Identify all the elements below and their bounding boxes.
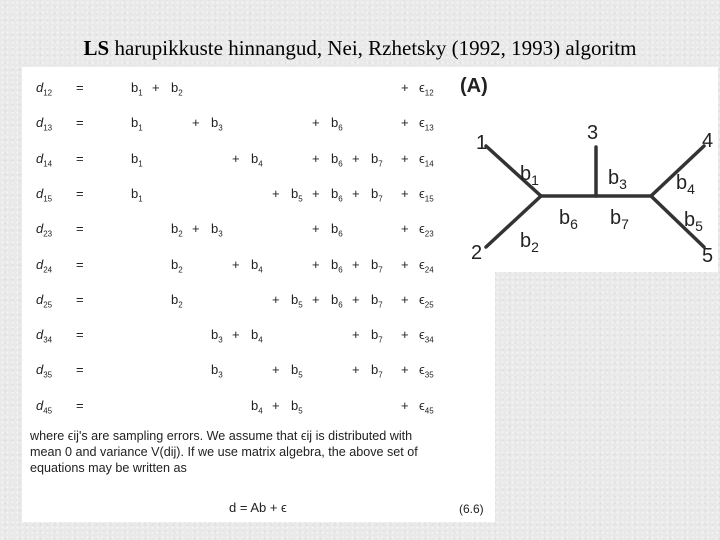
plus-sign: + xyxy=(401,221,409,237)
equals-sign: = xyxy=(76,291,84,307)
plus-sign: + xyxy=(352,150,360,166)
leaf-label-5: 5 xyxy=(702,245,714,267)
leaf-label-2: 2 xyxy=(471,242,483,264)
branch-term-b1: $b_1$ xyxy=(131,80,143,98)
equals-sign: = xyxy=(76,115,84,131)
branch-label-b3: $b_3$ xyxy=(608,167,627,192)
plus-sign: + xyxy=(232,150,240,166)
branch-term-b5: $b_5$ xyxy=(291,291,303,310)
branch-term-b4: $b_4$ xyxy=(251,327,263,345)
equation-number: (6.6) xyxy=(459,502,484,516)
branch-term-b4: $b_4$ xyxy=(251,256,263,275)
branch-term-b4: $b_4$ xyxy=(251,150,263,169)
equation-row xyxy=(36,398,446,420)
branch-term-b1: $b_1$ xyxy=(131,150,143,169)
leaf-label-1: 1 xyxy=(476,132,488,154)
branch-label-b4: $b_4$ xyxy=(676,172,695,197)
panel-label: (A) xyxy=(460,75,488,97)
branch-term-b2: $b_2$ xyxy=(171,221,183,239)
equation-row xyxy=(36,186,446,208)
explanation-line-1: where ϵij's are sampling errors. We assume that ϵij is distributed with xyxy=(30,429,413,443)
branch-term-b3: $b_3$ xyxy=(211,115,223,133)
error-term: $\epsilon_{24}$ xyxy=(419,256,434,275)
equation-lhs: $d_{14}$ xyxy=(36,150,53,169)
equation-row xyxy=(36,80,446,102)
branch-term-b7: $b_7$ xyxy=(371,362,383,380)
plus-sign: + xyxy=(272,362,280,378)
branch-term-b7: $b_7$ xyxy=(371,327,383,345)
equation-lhs: $d_{45}$ xyxy=(36,397,53,416)
branch-term-b1: $b_1$ xyxy=(131,115,143,133)
equation-row xyxy=(36,362,446,384)
plus-sign: + xyxy=(401,327,409,343)
equation-lhs: $d_{23}$ xyxy=(36,221,53,239)
plus-sign: + xyxy=(401,256,409,272)
branch-label-b7: $b_7$ xyxy=(610,207,629,232)
slide-title xyxy=(0,36,720,61)
equation-row xyxy=(36,292,446,314)
plus-sign: + xyxy=(192,115,200,131)
plus-sign: + xyxy=(401,291,409,307)
branch-term-b4: $b_4$ xyxy=(251,397,263,416)
plus-sign: + xyxy=(312,150,320,166)
branch-term-b1: $b_1$ xyxy=(131,185,143,204)
leaf-label-4: 4 xyxy=(702,130,714,152)
plus-sign: + xyxy=(352,327,360,343)
leaf-label-3: 3 xyxy=(587,122,599,144)
matrix-equation: d = Ab + ϵ xyxy=(229,500,287,515)
error-term: $\epsilon_{35}$ xyxy=(419,362,434,380)
equation-row xyxy=(36,115,446,137)
branch-term-b7: $b_7$ xyxy=(371,291,383,310)
equation-lhs: $d_{34}$ xyxy=(36,327,53,345)
plus-sign: + xyxy=(352,291,360,307)
plus-sign: + xyxy=(272,291,280,307)
error-term: $\epsilon_{34}$ xyxy=(419,327,434,345)
equals-sign: = xyxy=(76,221,84,237)
plus-sign: + xyxy=(401,115,409,131)
branch-term-b5: $b_5$ xyxy=(291,397,303,416)
equals-sign: = xyxy=(76,327,84,343)
plus-sign: + xyxy=(312,256,320,272)
equals-sign: = xyxy=(76,80,84,95)
branch-term-b6: $b_6$ xyxy=(331,256,343,275)
error-term: $\epsilon_{25}$ xyxy=(419,291,434,310)
plus-sign: + xyxy=(152,80,160,95)
equation-row xyxy=(36,327,446,349)
branch-term-b5: $b_5$ xyxy=(291,185,303,204)
equation-lhs: $d_{24}$ xyxy=(36,256,53,275)
error-term: $\epsilon_{45}$ xyxy=(419,397,434,416)
branch-label-b5: $b_5$ xyxy=(684,209,703,234)
plus-sign: + xyxy=(312,115,320,131)
explanation-text xyxy=(30,428,500,476)
branch-term-b6: $b_6$ xyxy=(331,291,343,310)
plus-sign: + xyxy=(232,256,240,272)
equals-sign: = xyxy=(76,256,84,272)
branch-label-b6: $b_6$ xyxy=(559,207,578,232)
equals-sign: = xyxy=(76,150,84,166)
branch-term-b2: $b_2$ xyxy=(171,80,183,98)
error-term: $\epsilon_{12}$ xyxy=(419,80,434,98)
plus-sign: + xyxy=(232,327,240,343)
plus-sign: + xyxy=(401,362,409,378)
branch-line-b1 xyxy=(486,146,541,196)
plus-sign: + xyxy=(192,221,200,237)
error-term: $\epsilon_{14}$ xyxy=(419,150,434,169)
equation-lhs: $d_{12}$ xyxy=(36,80,53,98)
explanation-line-2: mean 0 and variance V(dij). If we use matrix algebra, the above set of xyxy=(30,445,418,459)
error-term: $\epsilon_{15}$ xyxy=(419,185,434,204)
branch-term-b7: $b_7$ xyxy=(371,150,383,169)
branch-term-b6: $b_6$ xyxy=(331,221,343,239)
branch-term-b5: $b_5$ xyxy=(291,362,303,380)
plus-sign: + xyxy=(312,221,320,237)
equation-lhs: $d_{25}$ xyxy=(36,291,53,310)
branch-term-b7: $b_7$ xyxy=(371,185,383,204)
plus-sign: + xyxy=(272,185,280,201)
branch-label-b1: $b_1$ xyxy=(520,163,539,188)
equation-lhs: $d_{13}$ xyxy=(36,115,53,133)
error-term: $\epsilon_{13}$ xyxy=(419,115,434,133)
plus-sign: + xyxy=(401,397,409,413)
branch-term-b3: $b_3$ xyxy=(211,221,223,239)
slide-title-bold: LS xyxy=(83,36,110,60)
equation-lhs: $d_{15}$ xyxy=(36,185,53,204)
plus-sign: + xyxy=(352,362,360,378)
equation-row xyxy=(36,151,446,173)
plus-sign: + xyxy=(312,185,320,201)
plus-sign: + xyxy=(401,80,409,95)
branch-term-b6: $b_6$ xyxy=(331,115,343,133)
error-term: $\epsilon_{23}$ xyxy=(419,221,434,239)
plus-sign: + xyxy=(312,291,320,307)
branch-term-b7: $b_7$ xyxy=(371,256,383,275)
branch-term-b3: $b_3$ xyxy=(211,327,223,345)
equation-row xyxy=(36,221,446,243)
phylogenetic-tree-diagram xyxy=(455,67,718,272)
equals-sign: = xyxy=(76,185,84,201)
plus-sign: + xyxy=(401,150,409,166)
plus-sign: + xyxy=(401,185,409,201)
branch-term-b2: $b_2$ xyxy=(171,291,183,310)
slide-title-rest: harupikkuste hinnangud, Nei, Rzhetsky (1992, 1993) algoritm xyxy=(109,36,637,60)
branch-label-b2: $b_2$ xyxy=(520,230,539,255)
plus-sign: + xyxy=(352,185,360,201)
equals-sign: = xyxy=(76,362,84,378)
plus-sign: + xyxy=(272,397,280,413)
plus-sign: + xyxy=(352,256,360,272)
explanation-line-3: equations may be written as xyxy=(30,461,187,475)
branch-term-b6: $b_6$ xyxy=(331,185,343,204)
branch-term-b2: $b_2$ xyxy=(171,256,183,275)
equals-sign: = xyxy=(76,397,84,413)
equation-row xyxy=(36,257,446,279)
equation-lhs: $d_{35}$ xyxy=(36,362,53,380)
branch-term-b3: $b_3$ xyxy=(211,362,223,380)
branch-term-b6: $b_6$ xyxy=(331,150,343,169)
